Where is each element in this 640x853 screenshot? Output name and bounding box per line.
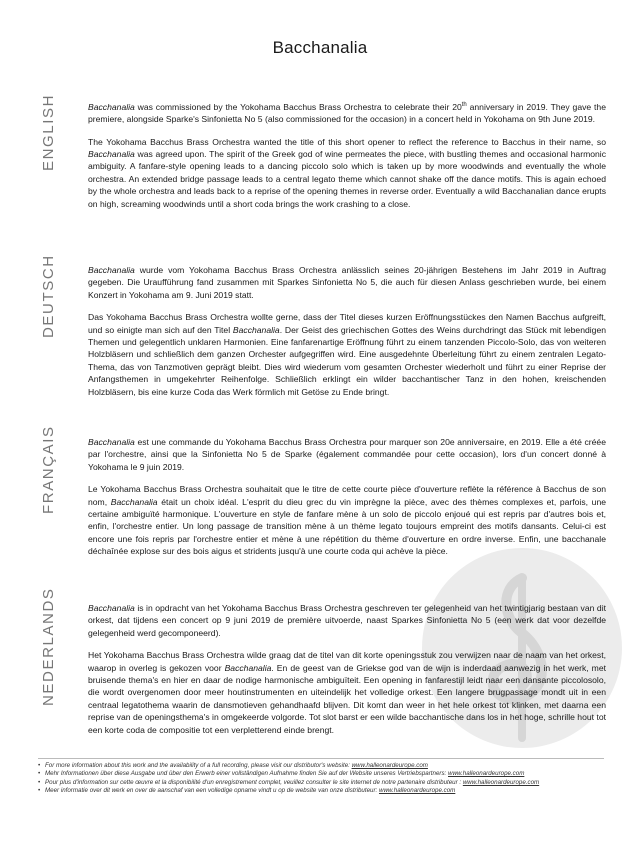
nederlands-p2-text-b: . En de geest van de Griekse god van de wijn is inderdaad aanwezig in het werk, met bruisende thema's en hier en daar de nodige harmonische ambiguïteit. Een opening in fanfarestijl leidt naar een dansante piccolosolo, die wordt overgenomen door meer houtinstrumenten en uiteindelijk het volledige orkest. Een langere brugpassage mondt uit in een centraal legatothema waarin de dansmotieven gehandhaafd blijven. Dit komt dan weer in het hele orkest tot klinken, met daarna een reprise van de openingsthema's in omgekeerde volgorde. Tot slot barst er een wilde bacchantische dans los in het hoge, schrille hout tot een korte coda de compositie tot een verpletterend einde brengt. <box>88 662 606 735</box>
bullet: • <box>38 762 41 769</box>
footer-note-text: Pour plus d'information sur cette œuvre et la disponibilité d'un enregistrement complet, veuillez consulter le site internet de notre partenaire distributeur : <box>45 778 463 786</box>
distributor-link[interactable]: www.halleonardeurope.com <box>462 778 540 786</box>
bullet: • <box>38 770 41 778</box>
language-label-deutsch: DEUTSCH <box>40 254 57 338</box>
nederlands-paragraph-1 <box>88 602 606 639</box>
francais-p2-text-a: Le Yokohama Bacchus Brass Orchestra souhaitait que le titre de cette courte pièce d'ouverture reflète la référence à Bacchus de son nom, <box>88 484 606 507</box>
english-paragraph-1 <box>88 99 606 126</box>
work-title-italic: Bacchanalia <box>232 324 280 335</box>
work-title-italic: Bacchanalia <box>110 496 158 507</box>
language-label-english: ENGLISH <box>40 93 57 171</box>
english-p2-text-b: was agreed upon. The spirit of the Greek god of wine permeates the piece, with bustling themes and occasional harmonic ambiguity. A fanfare-style opening leads to a dancing piccolo solo which is taken up by more woodwinds and eventually the whole orchestra. An extended bridge passage leads to a central legato theme which cannot shake off the dance motifs. This is again echoed by the whole orchestra and leads back to a reprise of the opening themes in reverse order. Eventually a wild Bacchanalian dance erupts on high, screaming woodwinds until a short coda brings the work crashing to a close. <box>88 149 606 209</box>
work-title-italic: Bacchanalia <box>88 149 135 160</box>
francais-text <box>88 436 606 568</box>
bullet: • <box>38 778 41 786</box>
deutsch-p2-text-b: . Der Geist des griechischen Gottes des Weins durchdringt das Stück mit lebendigen Themen und gelegentlich unklaren Harmonien. Eine fanfarenartige Eröffnung führt zu einem tanzenden Piccolo-Solo, das von weiteren Holzbläsern und schließlich dem ganzen Orchester aufgegriffen wird. Eine ausgedehnte Überleitung führt zu einem zentralen Legato-Thema, das von Tanzmotiven geprägt bleibt. Dies wird wiederum vom gesamten Orchester wiederholt und führt zu einer Reprise der Anfangsthemen in umgekehrter Reihenfolge. Schließlich erklingt ein wilder bacchantischer Tanz in den hohen, kreischenden Holzbläsern, bis eine kurze Coda das Werk förmlich mit Getöse zu Ende bringt. <box>88 324 607 397</box>
bullet: • <box>38 787 41 795</box>
nederlands-text <box>88 602 606 746</box>
work-title-italic: Bacchanalia <box>88 101 135 112</box>
section-deutsch <box>0 254 640 412</box>
nederlands-p2-text-a: Het Yokohama Bacchus Brass Orchestra wilde graag dat de titel van dit korte openingsstuk zou verwijzen naar de naam van het orkest, waarop in overleg is gekozen voor <box>88 650 606 673</box>
english-p2-text-a: The Yokohama Bacchus Brass Orchestra wanted the title of this short opener to reflect the reference to Bacchus in their name, so <box>88 136 606 147</box>
english-text <box>88 99 606 220</box>
francais-p1-text: est une commande du Yokohama Bacchus Brass Orchestra pour marquer son 20e anniversaire, en 2019. Elle a été créée par l'orchestre, ainsi que la Sinfonietta No 5 de Sparke (également commandée pour cette occasion), lors d'un concert donné à Yokohama le 9 juin 2019. <box>88 437 606 472</box>
deutsch-p1-text: wurde vom Yokohama Bacchus Brass Orchestra anlässlich seines 20-jährigen Bestehens im Jahr 2019 in Auftrag gegeben. Die Uraufführung fand zusammen mit Sparkes Sinfonietta No 5, die auch für diesen Anlass geschrieben wurde, bei einem Konzert in Yokohama am 9. Juni 2019 statt. <box>88 265 606 300</box>
footer-note-text: Meer informatie over dit werk en over de aanschaf van een volledige opname vindt u op de website van onze distributeur: <box>45 787 379 795</box>
nederlands-paragraph-2 <box>88 649 606 736</box>
deutsch-paragraph-2 <box>88 311 606 398</box>
english-p1-text-a: was commissioned by the Yokohama Bacchus Brass Orchestra to celebrate their 20 <box>134 101 462 112</box>
language-label-francais: FRANÇAIS <box>40 425 57 514</box>
footer-note-francais <box>38 779 604 787</box>
francais-p2-text-b: était un choix idéal. L'esprit du dieu grec du vin imprègne la pièce, avec des thèmes complexes et, parfois, une certaine ambiguïté harmonique. L'ouverture en style de fanfare mène à un solo de piccolo enjoué qui est repris par d'autres bois et, enfin, l'orchestre entier. Un long passage de transition mène à un thème legato toujours empreint des motifs dansants. Celui-ci est encore une fois repris par l'orchestre entier et mène à une répétition du thème d'ouverture en ordre inverse. Enfin, une bacchanale déchaînée explose sur des bois aigus et stridents jusqu'à une courte coda qui achève la pièce. <box>88 496 607 557</box>
francais-paragraph-2 <box>88 483 606 557</box>
footer-note-text: For more information about this work and the availability of a full recording, please visit our distributor's website: <box>45 762 352 769</box>
language-label-nederlands: NEDERLANDS <box>40 587 57 706</box>
section-english <box>0 95 640 245</box>
distributor-link[interactable]: www.halleonardeurope.com <box>448 770 525 778</box>
footer-note-text: Mehr Informationen über diese Ausgabe und über den Erwerb einer vollständigen Aufnahme finden Sie auf der Website unseres Vertriebspartners: <box>45 770 448 778</box>
deutsch-paragraph-1 <box>88 264 606 301</box>
footer-divider <box>38 758 604 759</box>
work-title-italic: Bacchanalia <box>224 662 272 673</box>
section-nederlands <box>0 587 640 752</box>
footer-note-nederlands <box>38 787 604 795</box>
nederlands-p1-text: is in opdracht van het Yokohama Bacchus Brass Orchestra geschreven ter gelegenheid van het twintigjarig bestaan van dit orkest, dat tijdens een concert op 9 juni 2019 de première uitvoerde, naast Sparkes Sinfonietta No 5 (een werk dat voor dezelfde gelegenheid werd gecomponeerd). <box>88 603 606 638</box>
francais-paragraph-1 <box>88 436 606 473</box>
distributor-link[interactable]: www.halleonardeurope.com <box>378 787 456 795</box>
page-title: Bacchanalia <box>272 38 368 57</box>
ordinal-superscript: th <box>461 102 467 108</box>
english-p1-text-b: anniversary in 2019. They gave the premiere, alongside Sparke's Sinfonietta No 5 (also commissioned for the occasion) in a concert held in Yokohama on 9th June 2019. <box>88 101 606 125</box>
footer-note-english <box>38 762 604 770</box>
footer-note-deutsch <box>38 770 604 778</box>
deutsch-text <box>88 264 606 408</box>
distributor-link[interactable]: www.halleonardeurope.com <box>351 762 428 769</box>
english-paragraph-2 <box>88 136 606 210</box>
work-title-italic: Bacchanalia <box>88 437 135 447</box>
section-francais <box>0 425 640 584</box>
work-title-italic: Bacchanalia <box>88 603 135 613</box>
deutsch-p2-text-a: Das Yokohama Bacchus Brass Orchestra wollte gerne, dass der Titel dieses kurzen Eröffnungsstückes den Namen Bacchus aufgreift, und so einigte man sich auf den Titel <box>88 312 606 335</box>
work-title-italic: Bacchanalia <box>88 265 135 275</box>
footer-notes <box>38 762 604 796</box>
